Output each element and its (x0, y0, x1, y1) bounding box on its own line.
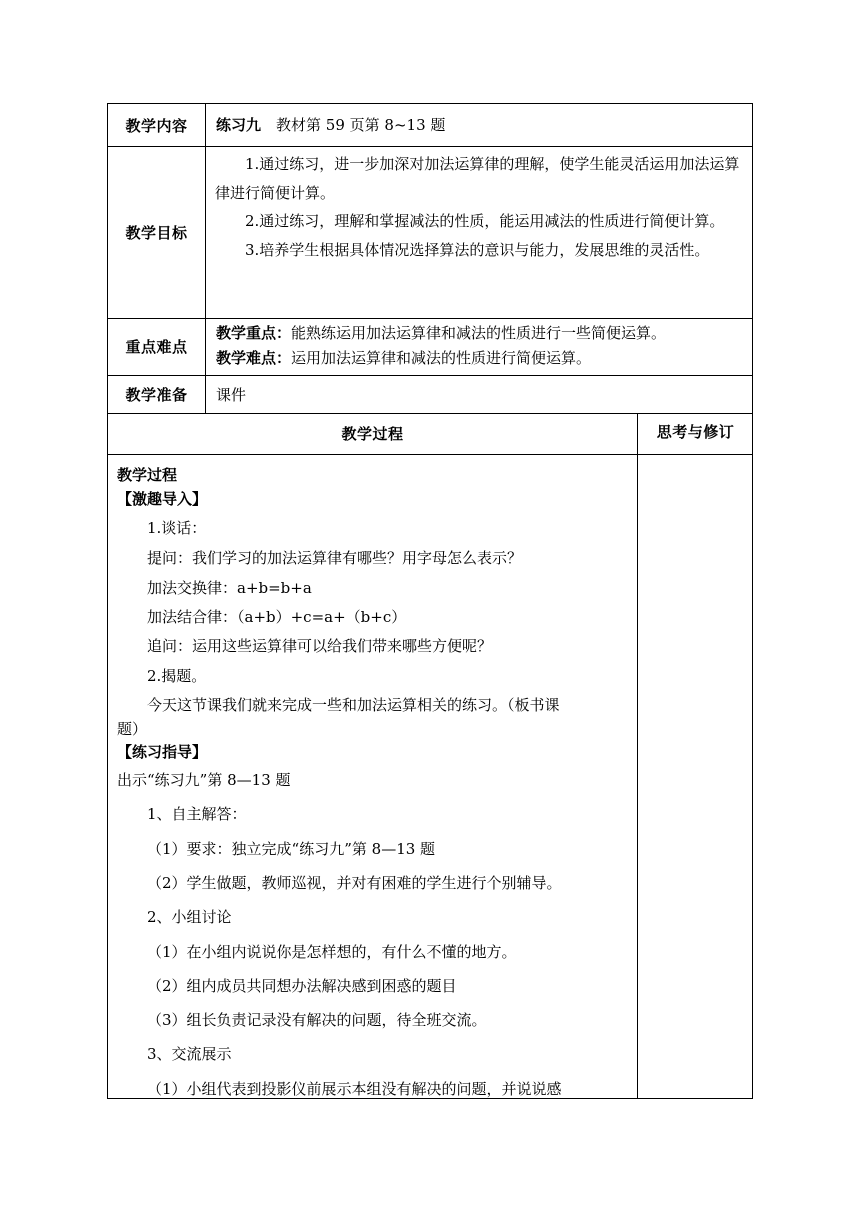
revision-header: 思考与修订 (656, 423, 735, 441)
key-points-content (216, 321, 744, 371)
focus-text: 能熟练运用加法运算律和减法的性质进行一些简便运算。 (291, 324, 667, 342)
key-points-label: 重点难点 (125, 338, 188, 356)
process-line: 加法结合律：（a+b）+c=a+（b+c） (147, 608, 407, 626)
objective-item: 1.通过练习，进一步加深对加法运算律的理解，使学生能灵活运用加法运算律进行简便计算。 (215, 155, 740, 202)
teaching-focus (216, 321, 744, 346)
process-line: 追问：运用这些运算律可以给我们带来哪些方便呢？ (147, 637, 493, 655)
exercise-title: 练习九 (216, 116, 262, 134)
teaching-difficulty (216, 346, 744, 371)
process-line: 加法交换律：a+b=b+a (147, 579, 312, 597)
textbook-reference: 教材第 59 页第 8~13 题 (261, 116, 446, 134)
process-line: （1）小组代表到投影仪前展示本组没有解决的问题，并说说感 (147, 1080, 562, 1098)
process-line: （1）在小组内说说你是怎样想的，有什么不懂的地方。 (147, 943, 517, 961)
process-line: 2.揭题。 (147, 667, 207, 685)
process-header: 教学过程 (341, 425, 404, 443)
section-heading: 【激趣导入】 (117, 490, 208, 508)
process-line: 提问：我们学习的加法运算律有哪些？用字母怎么表示？ (147, 549, 523, 567)
process-line: 2、小组讨论 (147, 908, 232, 926)
process-line: 1、自主解答： (147, 805, 247, 823)
lesson-plan-table (107, 103, 753, 1099)
process-line: 1.谈话： (147, 519, 207, 537)
process-line: 3、交流展示 (147, 1045, 232, 1063)
preparation-value: 课件 (216, 386, 247, 404)
content-value (216, 113, 744, 137)
process-heading: 教学过程 (117, 466, 178, 484)
focus-label: 教学重点： (216, 324, 292, 342)
process-line: 出示“练习九”第 8—13 题 (117, 771, 291, 789)
process-line: 题） (117, 720, 148, 738)
process-line: （3）组长负责记录没有解决的问题，待全班交流。 (147, 1011, 487, 1029)
process-line: （2）组内成员共同想办法解决感到困惑的题目 (147, 977, 457, 995)
objectives-label: 教学目标 (125, 223, 188, 242)
content-label: 教学内容 (125, 116, 188, 135)
section-heading: 【练习指导】 (117, 743, 208, 761)
objective-item: 3.培养学生根据具体情况选择算法的意识与能力，发展思维的灵活性。 (245, 240, 710, 259)
preparation-label: 教学准备 (125, 385, 188, 404)
process-line: （1）要求：独立完成“练习九”第 8—13 题 (147, 840, 436, 858)
objective-item: 2.通过练习，理解和掌握减法的性质，能运用减法的性质进行简便计算。 (245, 212, 725, 230)
difficulty-text: 运用加法运算律和减法的性质进行简便运算。 (291, 349, 592, 367)
revision-notes-column[interactable] (638, 455, 752, 1098)
process-line: （2）学生做题，教师巡视，并对有困难的学生进行个别辅导。 (147, 874, 562, 892)
column-divider (205, 104, 206, 413)
difficulty-label: 教学难点： (216, 349, 292, 367)
process-line: 今天这节课我们就来完成一些和加法运算相关的练习。（板书课 (147, 696, 560, 714)
objectives-list (215, 150, 746, 264)
